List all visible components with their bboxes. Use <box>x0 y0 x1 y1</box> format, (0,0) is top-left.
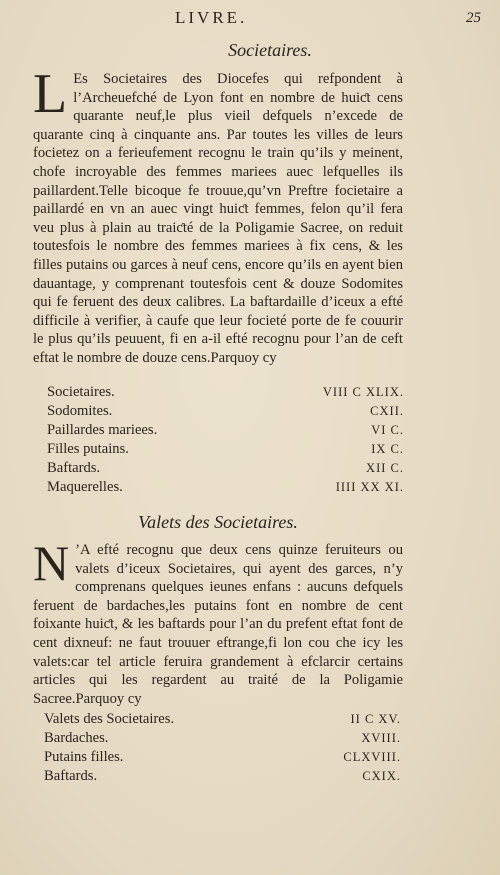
page-number: 25 <box>466 10 481 26</box>
tally-label: Baftards. <box>47 460 101 476</box>
tally-table-valets <box>44 710 401 786</box>
tally-label: Filles putains. <box>47 441 129 457</box>
paragraph-text: ’A efté recognu que deux cens quinze feruiteurs ou valets d’iceux Societaires, qui ayent des garces, n’y comprenans quelques ieunes enfans : aucuns defquels feruent de bardaches,les putains font en nombre de cent foixante huiƈt, & les baftards pour l’an du prefent eftat font de cent dixneuf: ne faut trouuer eftrange,fi lon cou che icy les valets:car tel article feruira grandement à efclarcir certains articles qui les regardent au traité de la Poligamie Sacree.Parquoy cy <box>33 542 403 707</box>
tally-value: II C XV. <box>350 712 401 726</box>
tally-value: CXII. <box>370 404 404 418</box>
tally-value: CLXVIII. <box>343 750 401 764</box>
tally-row <box>47 459 404 478</box>
tally-row <box>47 383 404 402</box>
tally-value: XVIII. <box>361 731 401 745</box>
tally-row <box>47 421 404 440</box>
tally-label: Baftards. <box>44 768 98 784</box>
paragraph-valets <box>33 535 403 708</box>
tally-row <box>44 767 401 786</box>
tally-row <box>47 440 404 459</box>
drop-cap: N <box>33 535 70 591</box>
tally-label: Sodomites. <box>47 403 113 419</box>
tally-value: IIII XX XI. <box>335 480 404 494</box>
section-title-societaires: Societaires. <box>228 40 312 60</box>
tally-row <box>44 748 401 767</box>
paragraph-text: Es Societaires des Diocefes qui refpondent à l’Archeuefché de Lyon font en nombre de huiƈt cens quarante neuf,le plus vieil defquels n’excede de quarante cinq à cinquante ans. Par toutes les villes de leurs focietez on a ferieufement recognu le train qu’ils y meinent, chofe incroyable des femmes mariees auec lefquelles ils paillardent.Telle bicoque fe trouue,qu’vn Preftre focietaire a paillardé en vn an auec vingt huiƈt femmes, felon qu’il fera veu plus à plain au traiƈté de la Poligamie Sacree, on reduit toutesfois le nombre des femmes mariees à fix cens, & les filles putains ou garces à neuf cens, encore qu’ils en ayent bien dauantage, y comprenant toutesfois cent & douze Sodomites qui fe feruent des deux calibres. La baftardaille d’iceux a efté difficile à verifier, à caufe que leur focieté porte de fe couurir le plus qu’ils peuuent, fi en a-il efté recognu pour l’an de ceft eftat le nombre de douze cens.Parquoy cy <box>33 71 403 366</box>
tally-row <box>47 402 404 421</box>
page-header <box>0 6 500 32</box>
tally-label: Societaires. <box>47 384 115 400</box>
section-title-valets: Valets des Societaires. <box>138 512 298 532</box>
tally-label: Valets des Societaires. <box>44 711 175 727</box>
tally-label: Putains filles. <box>44 749 124 765</box>
tally-row <box>47 478 404 497</box>
running-head: LIVRE. <box>175 8 248 27</box>
tally-row <box>44 710 401 729</box>
tally-value: XII C. <box>366 461 404 475</box>
tally-label: Paillardes mariees. <box>47 422 158 438</box>
tally-value: VI C. <box>371 423 404 437</box>
tally-value: CXIX. <box>362 769 401 783</box>
tally-value: IX C. <box>371 442 404 456</box>
tally-label: Bardaches. <box>44 730 109 746</box>
tally-value: VIII C XLIX. <box>322 385 404 399</box>
tally-row <box>44 729 401 748</box>
drop-cap: L <box>33 63 68 125</box>
tally-label: Maquerelles. <box>47 479 123 495</box>
paragraph-societaires <box>33 63 403 368</box>
tally-table-societaires <box>47 383 404 497</box>
